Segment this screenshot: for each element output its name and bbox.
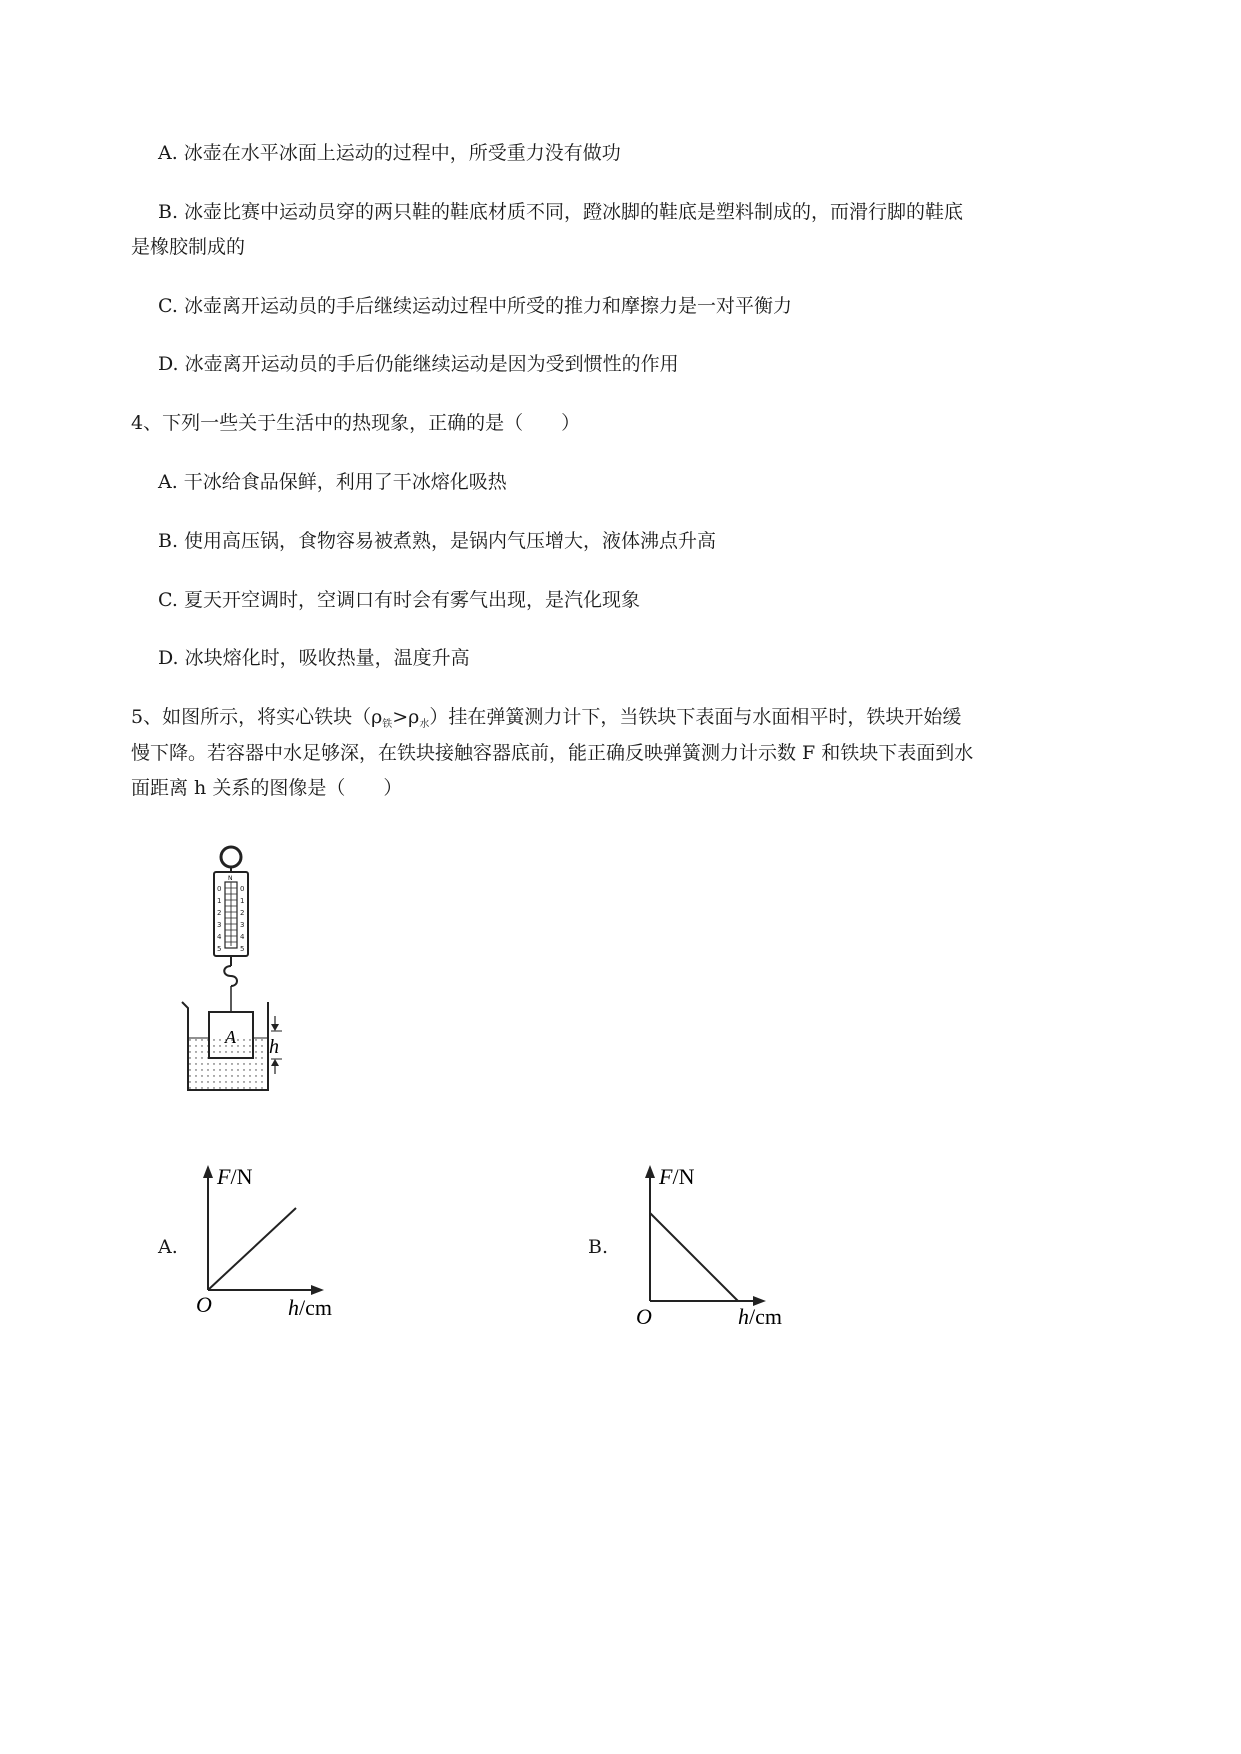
scale-left-tick: 5	[217, 945, 222, 953]
scale-left-tick: 1	[217, 897, 222, 905]
q4-stem: 4、下列一些关于生活中的热现象，正确的是（ ）	[131, 412, 581, 434]
graph-option-a	[188, 1160, 358, 1320]
graph-option-b-label: B.	[588, 1236, 609, 1258]
q5-stem-line3: 面距离 h 关系的图像是（ ）	[131, 777, 403, 799]
q3-option-b-line2: 是橡胶制成的	[131, 236, 246, 258]
origin-label: O	[636, 1304, 652, 1329]
scale-hook-icon	[224, 966, 237, 986]
x-axis-arrow-icon	[311, 1285, 324, 1295]
spring-scale-apparatus-figure	[170, 840, 310, 1100]
scale-right-tick: 3	[240, 921, 245, 929]
density-iron-subscript: 铁	[382, 719, 393, 730]
q4-option-c: C. 夏天开空调时，空调口有时会有雾气出现，是汽化现象	[158, 589, 640, 611]
scale-right-tick: 0	[240, 885, 245, 893]
q5-stem-gt: >ρ	[392, 706, 420, 728]
y-axis-label: F/N	[217, 1164, 253, 1189]
graph-line	[650, 1213, 738, 1301]
q3-option-a: A. 冰壶在水平冰面上运动的过程中，所受重力没有做功	[158, 142, 621, 164]
q5-stem-part1: 5、如图所示，将实心铁块（ρ	[131, 706, 383, 728]
x-axis-label: h/cm	[288, 1295, 332, 1320]
block-label: A	[225, 1027, 236, 1047]
scale-right-tick: 5	[240, 945, 245, 953]
scale-left-tick: 4	[217, 933, 222, 941]
graph-option-b	[630, 1160, 800, 1330]
scale-unit-label: N	[228, 875, 233, 882]
scale-left-tick: 2	[217, 909, 222, 917]
q4-option-a: A. 干冰给食品保鲜，利用了干冰熔化吸热	[158, 471, 507, 493]
y-axis-arrow-icon	[203, 1165, 213, 1178]
q4-option-b: B. 使用高压锅，食物容易被煮熟，是锅内气压增大，液体沸点升高	[158, 530, 717, 552]
q5-stem-part2: ）挂在弹簧测力计下，当铁块下表面与水面相平时，铁块开始缓	[429, 706, 962, 728]
scale-left-tick: 0	[217, 885, 222, 893]
origin-label: O	[196, 1292, 212, 1317]
scale-right-tick: 1	[240, 897, 245, 905]
scale-ring-icon	[221, 847, 241, 867]
q4-option-d: D. 冰块熔化时，吸收热量，温度升高	[158, 647, 470, 669]
graph-line	[208, 1208, 296, 1290]
x-axis-label: h/cm	[738, 1304, 782, 1329]
q3-option-b-line1: B. 冰壶比赛中运动员穿的两只鞋的鞋底材质不同，蹬冰脚的鞋底是塑料制成的，而滑行脚的鞋底	[158, 201, 964, 223]
y-axis-label: F/N	[659, 1164, 695, 1189]
y-axis-arrow-icon	[645, 1165, 655, 1178]
q5-stem-line1	[131, 705, 961, 737]
depth-label: h	[269, 1036, 279, 1058]
scale-right-tick: 4	[240, 933, 245, 941]
q3-option-d: D. 冰壶离开运动员的手后仍能继续运动是因为受到惯性的作用	[158, 353, 679, 375]
scale-right-tick: 2	[240, 909, 245, 917]
graph-option-a-label: A.	[158, 1236, 178, 1258]
density-water-subscript: 水	[419, 719, 430, 730]
q3-option-c: C. 冰壶离开运动员的手后继续运动过程中所受的推力和摩擦力是一对平衡力	[158, 295, 792, 317]
q5-stem-line2: 慢下降。若容器中水足够深，在铁块接触容器底前，能正确反映弹簧测力计示数 F 和铁块下表面到水	[131, 742, 974, 764]
scale-left-tick: 3	[217, 921, 222, 929]
